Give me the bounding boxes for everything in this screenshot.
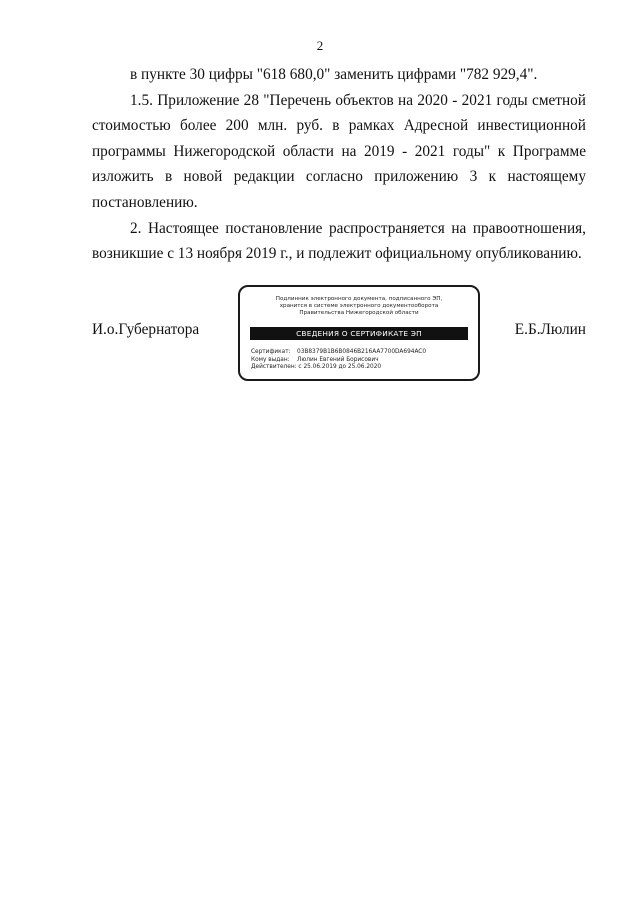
electronic-signature-stamp: [238, 285, 480, 381]
validity-row: [251, 364, 470, 372]
signer-position: И.о.Губернатора: [92, 321, 200, 338]
stamp-details: [251, 349, 470, 372]
stamp-header-line: хранится в системе электронного документооборота: [279, 303, 439, 310]
validity-value: с 25.06.2019 до 25.06.2020: [298, 364, 382, 371]
document-body: [92, 62, 586, 267]
certificate-value: 03B8379B1B6B0846B216AA7700DA694AC0: [297, 349, 427, 355]
issued-to-label: Кому выдан:: [251, 356, 290, 363]
issued-to-value: Люлин Евгений Борисович: [297, 356, 379, 363]
signer-name: Е.Б.Люлин: [514, 321, 586, 338]
validity-label: Действителен:: [251, 364, 297, 371]
certificate-label: Сертификат:: [251, 349, 291, 355]
page-number: 2: [316, 38, 324, 53]
stamp-title: СВЕДЕНИЯ О СЕРТИФИКАТЕ ЭП: [250, 327, 468, 340]
paragraph-item-2: 2. Настоящее постановление распространяется на правоотношения, возникшие с 13 ноября 2019 г., и подлежит официальному опубликованию.: [92, 219, 586, 263]
stamp-header-line: Подлинник электронного документа, подписанного ЭП,: [275, 296, 443, 302]
stamp-header-line: Правительства Нижегородской области: [299, 310, 419, 317]
paragraph-item-30: в пункте 30 цифры "618 680,0" заменить цифрами "782 929,4".: [130, 66, 538, 83]
signature-block: [0, 285, 640, 385]
certificate-row: [251, 349, 470, 357]
paragraph-item-1-5: 1.5. Приложение 28 "Перечень объектов на 2020 - 2021 годы сметной стоимостью более 200 млн. руб. в рамках Адресной инвестиционной программы Нижегородской области на 2019 - 2021 годы" к Программе изложить в новой редакции согласно приложению 3 к настоящему постановлению.: [92, 91, 586, 211]
stamp-header: [246, 296, 472, 318]
